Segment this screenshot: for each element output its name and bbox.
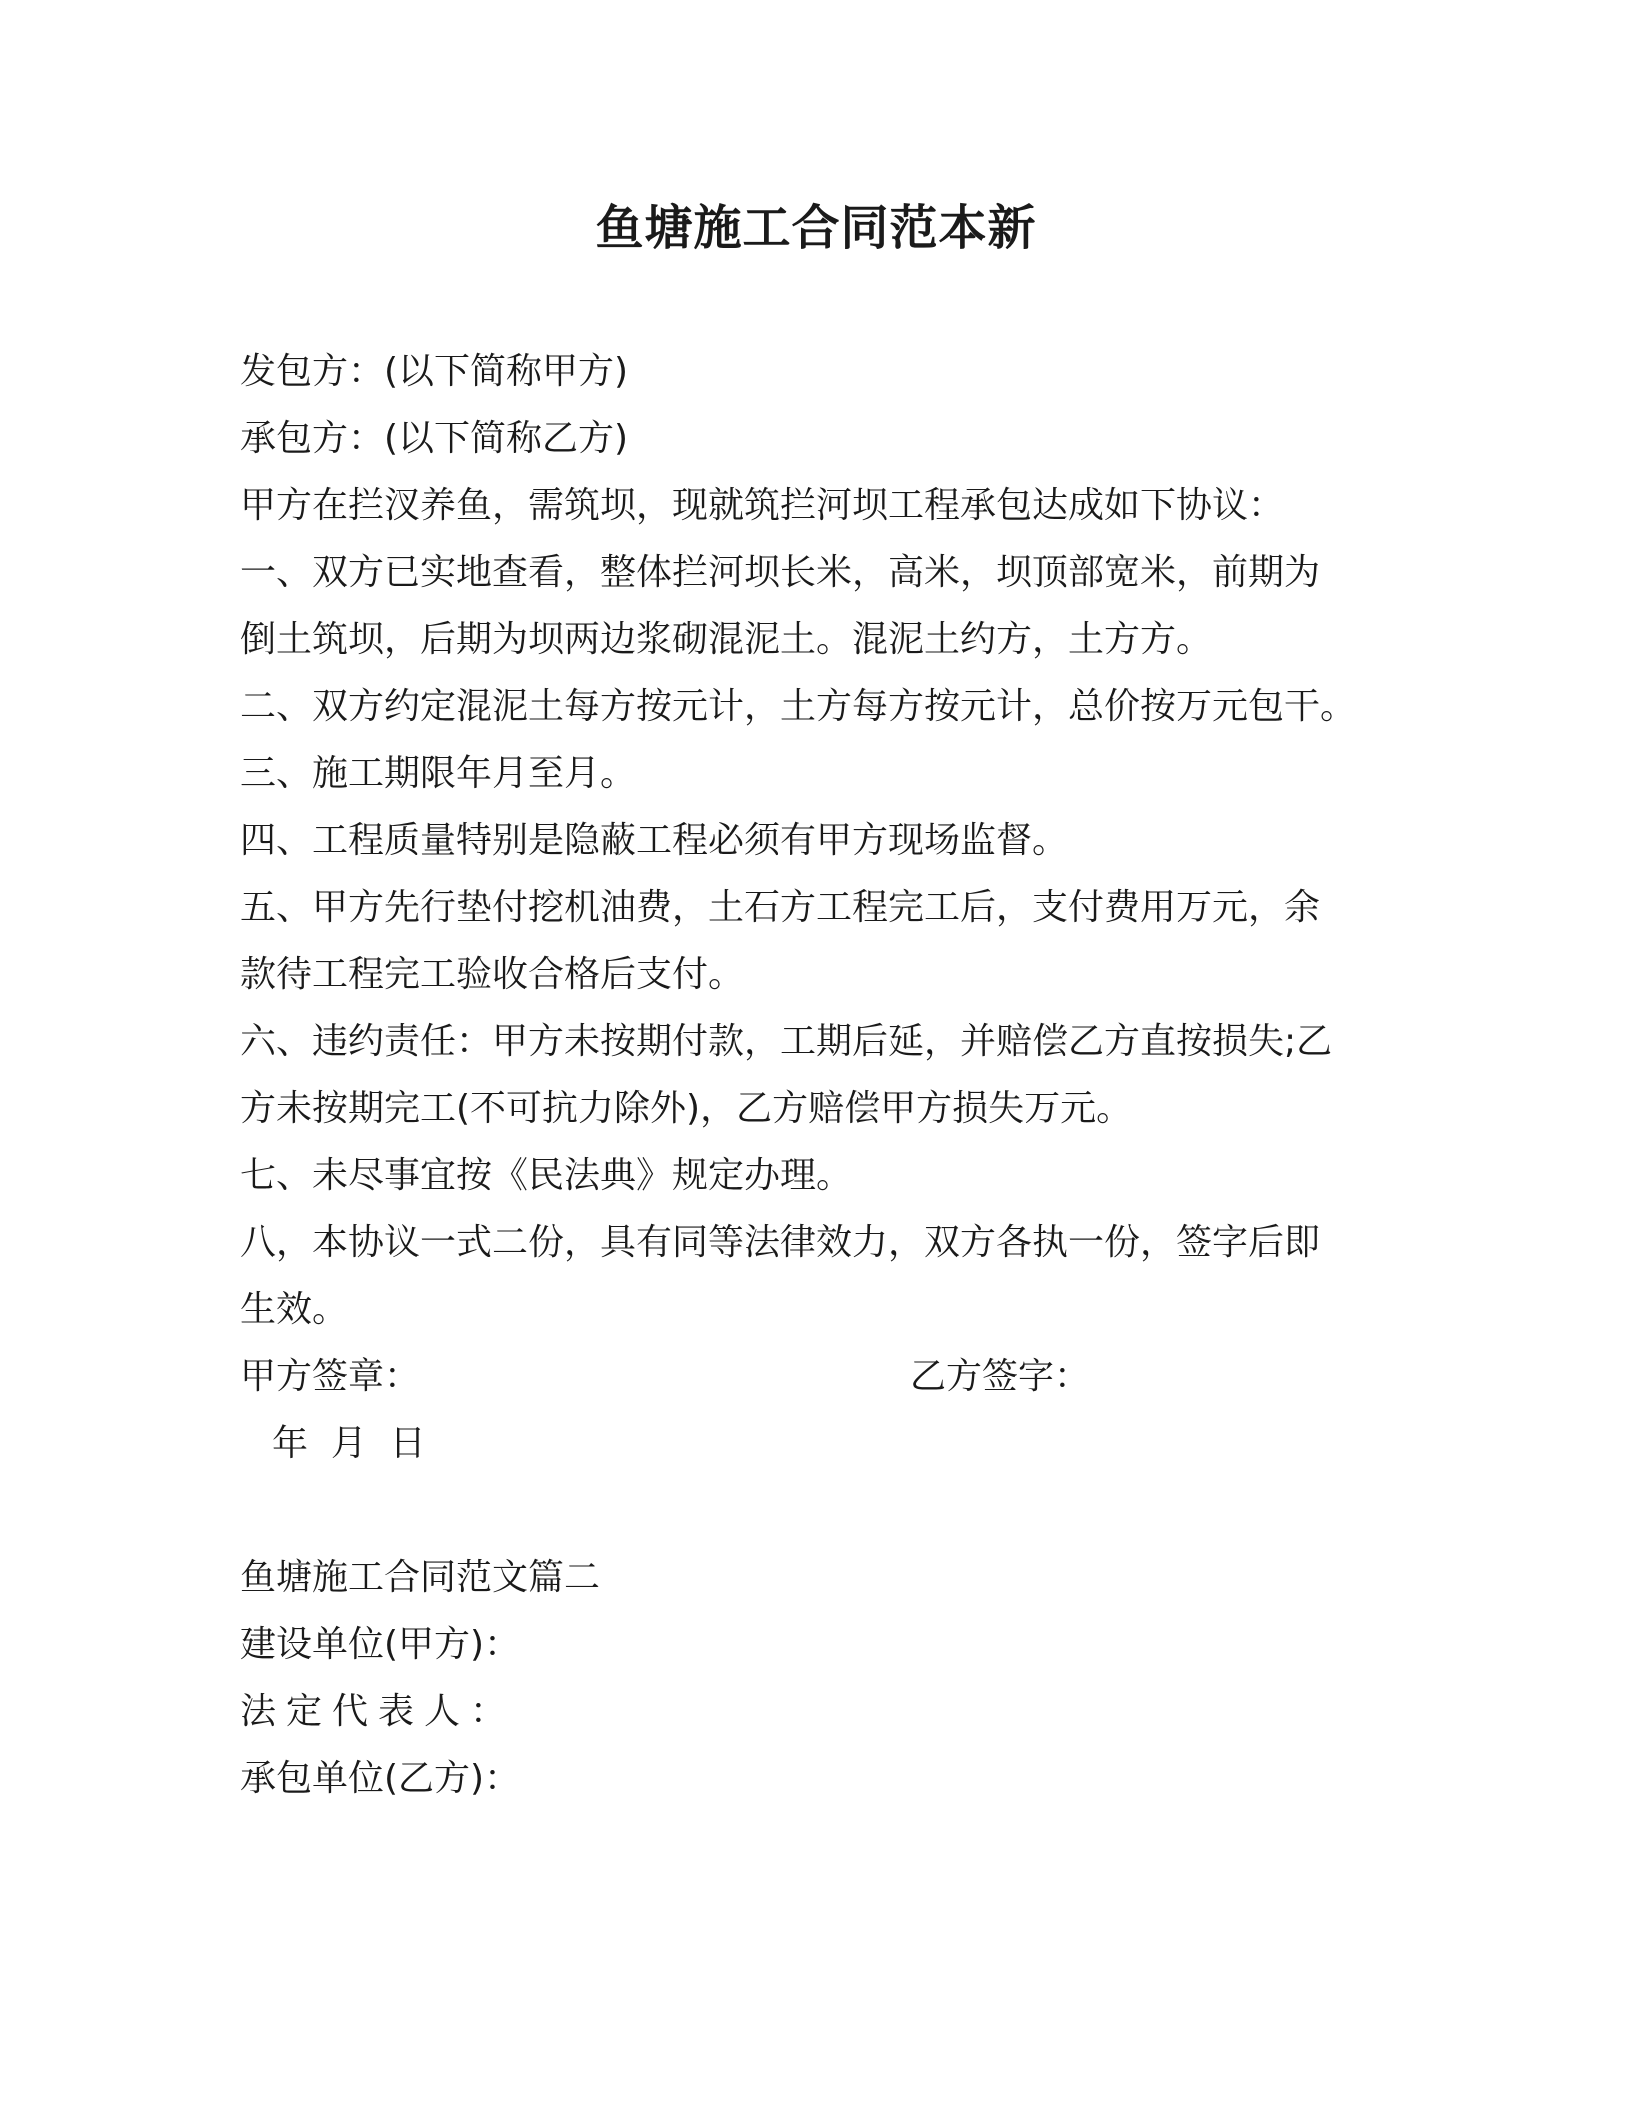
clause-line: 款待工程完工验收合格后支付。 — [240, 954, 745, 995]
clause-line: 方未按期完工(不可抗力除外)，乙方赔偿甲方损失万元。 — [240, 1088, 1133, 1129]
clause-line: 甲方在拦汊养鱼，需筑坝，现就筑拦河坝工程承包达成如下协议： — [240, 485, 1285, 526]
party-a-signature-label: 甲方签章： — [240, 1356, 421, 1397]
clause-line: 六、违约责任：甲方未按期付款，工期后延，并赔偿乙方直按损失;乙 — [240, 1021, 1333, 1062]
clause-line: 七、未尽事宜按《民法典》规定办理。 — [240, 1155, 853, 1196]
clause-line: 倒土筑坝，后期为坝两边浆砌混泥土。混泥土约方，土方方。 — [240, 619, 1213, 660]
document-body — [240, 338, 1390, 1812]
clause-line: 三、施工期限年月至月。 — [240, 753, 637, 794]
section-gap — [240, 1477, 1390, 1544]
construction-unit-label: 建设单位(甲方)： — [240, 1624, 521, 1665]
party-b-signature-label: 乙方签字： — [910, 1356, 1091, 1397]
clause-line: 生效。 — [240, 1289, 349, 1330]
clause-line: 承包方：(以下简称乙方) — [240, 418, 629, 459]
contractor-unit-label: 承包单位(乙方)： — [240, 1758, 521, 1799]
date-line: 年 月 日 — [272, 1423, 426, 1464]
document-title: 鱼塘施工合同范本新 — [595, 200, 1037, 256]
clause-line: 发包方：(以下简称甲方) — [240, 351, 629, 392]
clause-line: 四、工程质量特别是隐蔽工程必须有甲方现场监督。 — [240, 820, 1069, 861]
clause-line: 五、甲方先行垫付挖机油费，土石方工程完工后，支付费用万元，余 — [240, 887, 1321, 928]
legal-representative-label: 法定代表人： — [240, 1691, 517, 1732]
clause-line: 八，本协议一式二份，具有同等法律效力，双方各执一份，签字后即 — [240, 1222, 1321, 1263]
clause-line: 二、双方约定混泥土每方按元计，土方每方按元计，总价按万元包干。 — [240, 686, 1357, 727]
clause-line: 一、双方已实地查看，整体拦河坝长米，高米，坝顶部宽米，前期为 — [240, 552, 1321, 593]
signature-row — [240, 1343, 1390, 1410]
second-section-heading: 鱼塘施工合同范文篇二 — [240, 1557, 601, 1598]
